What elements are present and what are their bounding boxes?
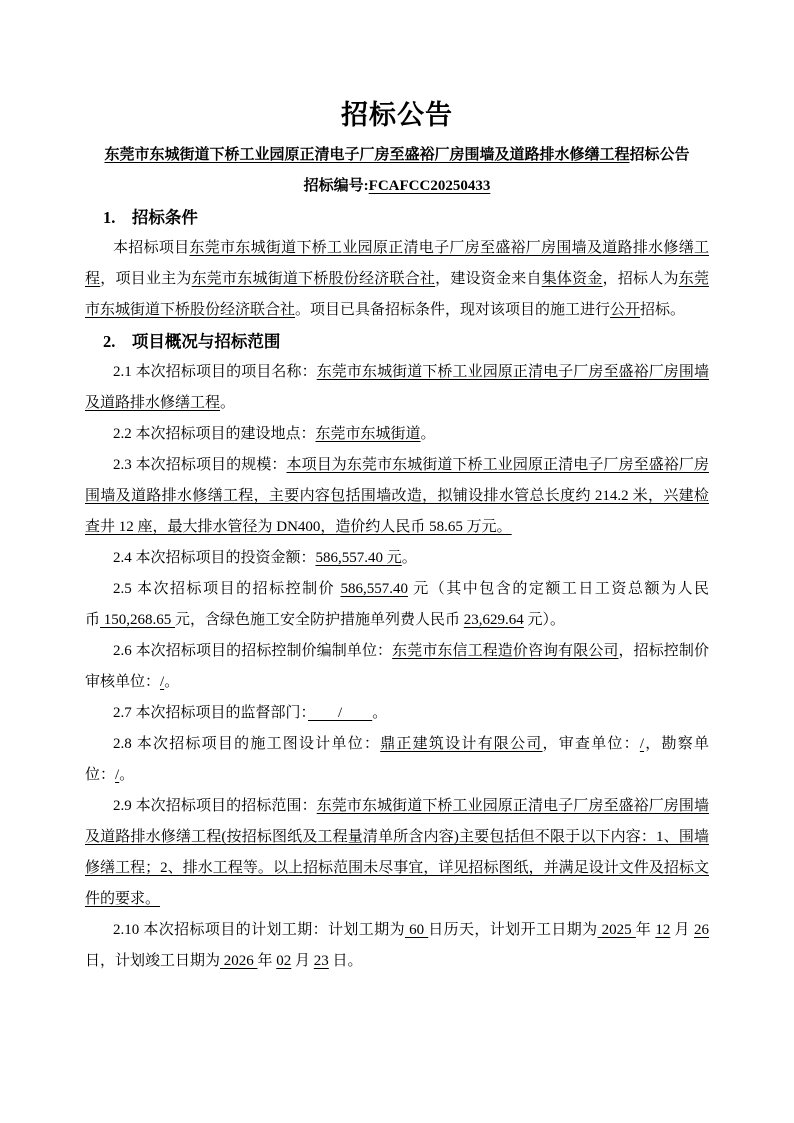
plain-text: 。 — [220, 395, 236, 411]
document-subtitle — [85, 140, 709, 171]
clause-2-1 — [85, 357, 709, 419]
plain-text: 。 — [401, 550, 417, 566]
underlined-text: 586,557.40 元 — [315, 550, 402, 566]
plain-text: 日。 — [328, 953, 363, 969]
tender-number-line — [85, 171, 709, 202]
plain-text: 2.1 本次招标项目的项目名称： — [113, 364, 317, 380]
underlined-text: 东莞市东信工程造价咨询有限公司 — [392, 643, 619, 659]
underlined-text: 东莞市东城街道 — [315, 426, 421, 442]
underlined-text: FCAFCC20250433 — [368, 178, 491, 194]
underlined-text: / — [308, 705, 373, 721]
plain-text: 日历天，计划开工日期为 — [428, 922, 598, 938]
plain-text: 元（其中包含的定额工日工资总额为人民币 — [85, 581, 709, 628]
clause-2-7 — [85, 698, 709, 729]
clause-2-10 — [85, 915, 709, 977]
plain-text: 2.5 本次招标项目的招标控制价 — [113, 581, 341, 597]
clause-2-3 — [85, 450, 709, 543]
clause-2-9 — [85, 791, 709, 915]
plain-text: 2.10 本次招标项目的计划工期：计划工期为 — [113, 922, 405, 938]
plain-text: 2.4 本次招标项目的投资金额： — [113, 550, 316, 566]
underlined-text: 23 — [313, 953, 329, 969]
underlined-text: 60 — [404, 922, 429, 938]
plain-text: 2.7 本次招标项目的监督部门： — [113, 705, 309, 721]
underlined-text: 东莞市东城街道下桥股份经济联合社 — [85, 271, 709, 318]
page-title: 招标公告 — [341, 100, 453, 130]
underlined-text: / — [160, 674, 165, 690]
plain-text: ，建设资金来自 — [435, 271, 542, 287]
plain-text: 招标公告 — [629, 147, 690, 163]
underlined-text: 02 — [276, 953, 292, 969]
underlined-text: 本项目为东莞市东城街道下桥工业园原正清电子厂房至盛裕厂房围墙及道路排水修缮工程，主要内容包括围墙改造，拟铺设排水管总长度约 214.2 米，兴建检查井 12 座，最大排水管径为 DN400，造价约人民币 58.65 万元。 — [85, 457, 709, 535]
plain-text: 年 — [635, 922, 656, 938]
plain-text: 2.2 本次招标项目的建设地点： — [113, 426, 316, 442]
underlined-text: 东莞市东城街道下桥工业园原正清电子厂房至盛裕厂房围墙及道路排水修缮工程 — [85, 240, 709, 287]
plain-text: 元）。 — [523, 612, 566, 628]
plain-text: 招标编号: — [303, 178, 369, 194]
plain-text: 月 — [291, 953, 314, 969]
section-1-heading: 1. 招标条件 — [103, 208, 198, 227]
plain-text: 。 — [420, 426, 436, 442]
underlined-text: 东莞市东城街道下桥股份经济联合社 — [191, 271, 436, 287]
plain-text: 。 — [164, 674, 180, 690]
clause-2-8 — [85, 729, 709, 791]
plain-text: 月 — [670, 922, 694, 938]
underlined-text: 东莞市东城街道下桥工业园原正清电子厂房至盛裕厂房围墙及道路排水修缮工程(按招标图纸及工程量清单所含内容)主要包括但不限于以下内容：1、围墙修缮工程；2、排水工程等。以上招标范围未尽事宜，详见招标图纸，并满足设计文件及招标文件的要求。 — [85, 798, 709, 907]
plain-text: ，项目业主为 — [100, 271, 192, 287]
clause-2-5 — [85, 574, 709, 636]
clause-2-6 — [85, 636, 709, 698]
underlined-text: / — [115, 767, 120, 783]
underlined-text: 鼎正建筑设计有限公司 — [380, 736, 543, 752]
plain-text: 2.6 本次招标项目的招标控制价编制单位： — [113, 643, 393, 659]
plain-text: 。 — [372, 705, 388, 721]
plain-text: ，审查单位： — [542, 736, 640, 752]
underlined-text: 150,268.65 — [100, 612, 176, 628]
section-2-heading: 2. 项目概况与招标范围 — [103, 332, 281, 351]
underlined-text: 23,629.64 — [463, 612, 524, 628]
clause-2-2 — [85, 419, 709, 450]
plain-text: 2.3 本次招标项目的规模： — [113, 457, 287, 473]
plain-text: ，招标控制价审核单位： — [85, 643, 709, 690]
plain-text: 元，含绿色施工安全防护措施单列费人民币 — [175, 612, 464, 628]
underlined-text: 东莞市东城街道下桥工业园原正清电子厂房至盛裕厂房围墙及道路排水修缮工程 — [85, 364, 709, 411]
clause-2-4 — [85, 543, 709, 574]
plain-text: 本招标项目 — [113, 240, 190, 256]
underlined-text: 公开 — [610, 302, 641, 318]
underlined-text: 集体资金 — [541, 271, 603, 287]
plain-text: 日，计划竣工日期为 — [85, 953, 221, 969]
plain-text: 招标。 — [640, 302, 686, 318]
underlined-text: 12 — [655, 922, 671, 938]
underlined-text: 东莞市东城街道下桥工业园原正清电子厂房至盛裕厂房围墙及道路排水修缮工程 — [104, 147, 630, 163]
plain-text: 。 — [119, 767, 135, 783]
plain-text: 2.9 本次招标项目的招标范围： — [113, 798, 317, 814]
underlined-text: 2026 — [220, 953, 258, 969]
plain-text: 年 — [257, 953, 277, 969]
underlined-text: 26 — [694, 922, 709, 938]
plain-text: ，招标人为 — [602, 271, 679, 287]
underlined-text: 586,557.40 — [340, 581, 408, 597]
underlined-text: / — [639, 736, 645, 752]
section-1-paragraph-1 — [85, 233, 709, 326]
plain-text: 2.8 本次招标项目的施工图设计单位： — [113, 736, 381, 752]
plain-text: ，勘察单位： — [85, 736, 709, 783]
underlined-text: 2025 — [597, 922, 636, 938]
plain-text: 。项目已具备招标条件，现对该项目的施工进行 — [295, 302, 611, 318]
